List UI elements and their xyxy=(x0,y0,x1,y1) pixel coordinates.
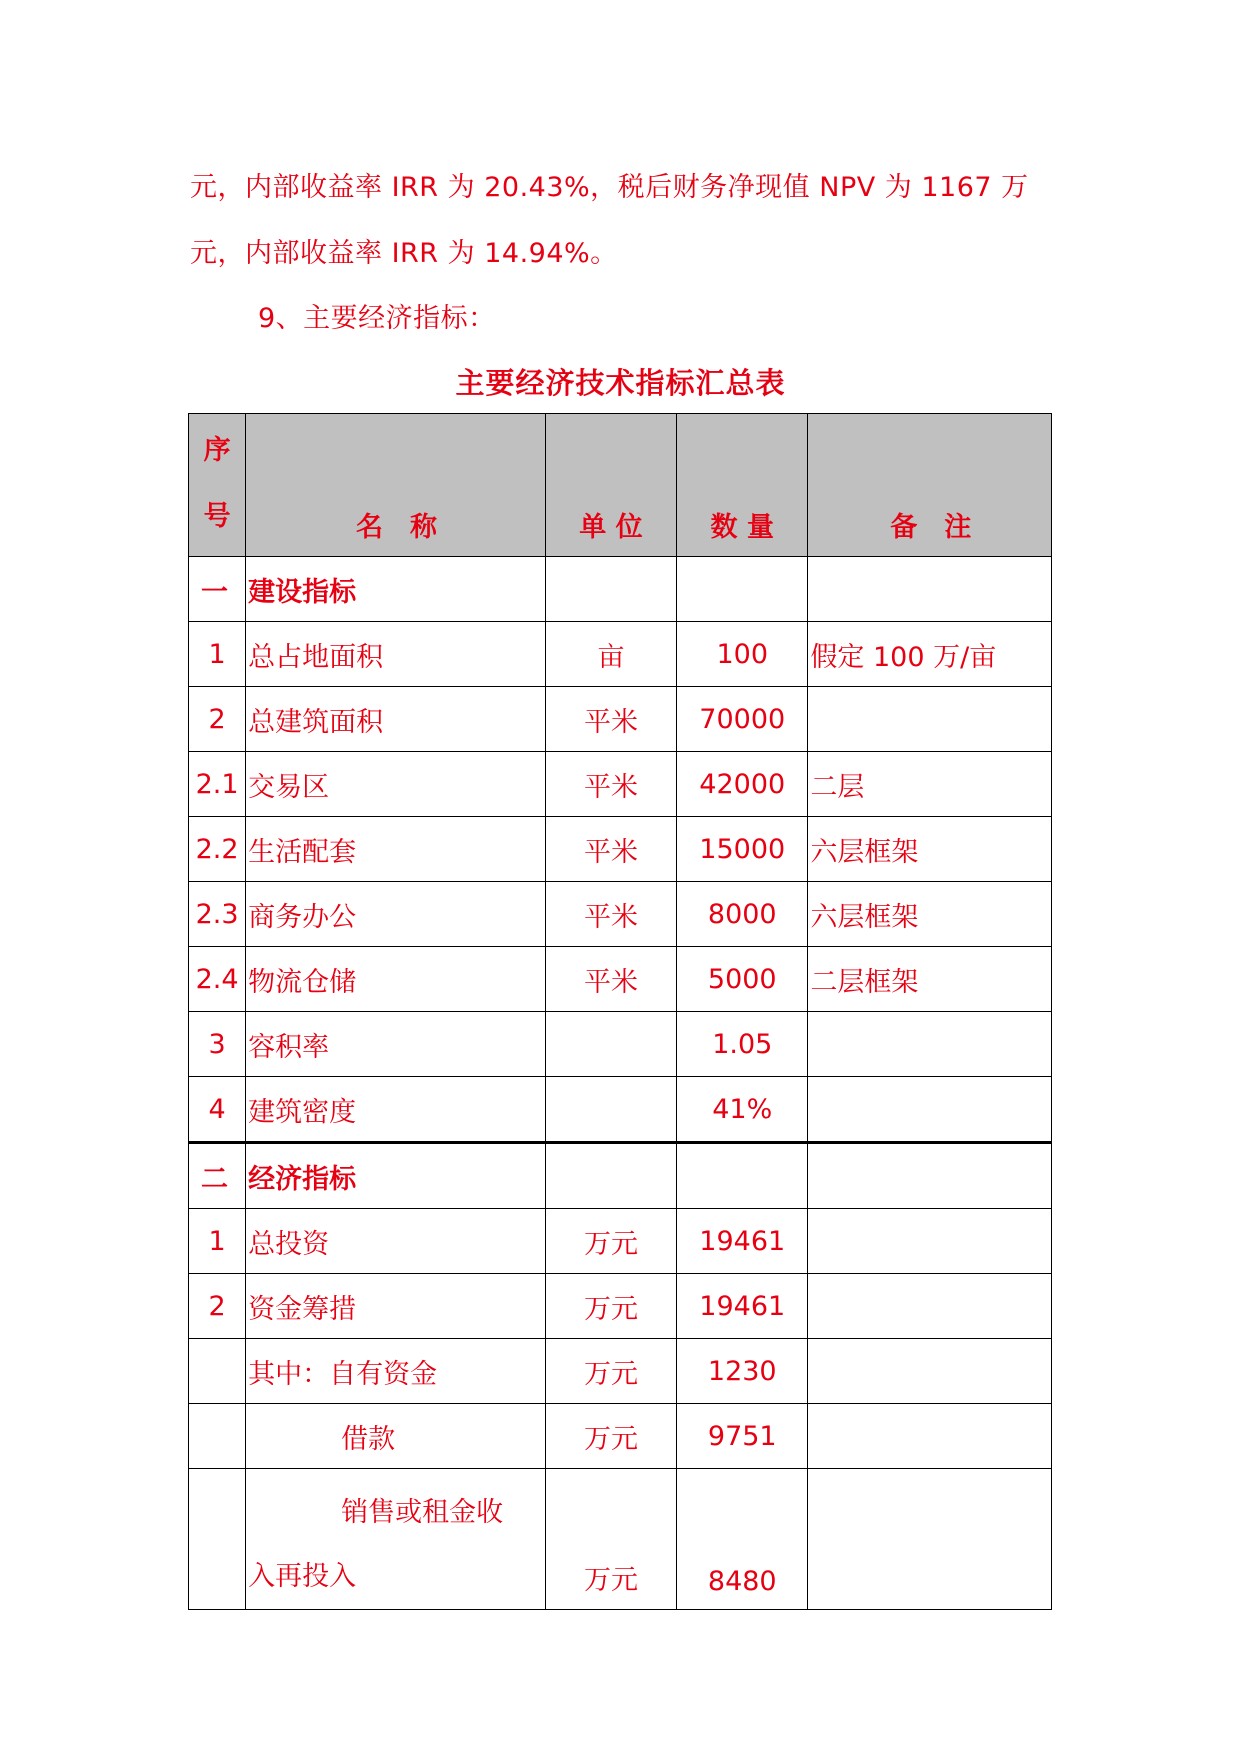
cell-note: 二层框架 xyxy=(808,947,1052,1012)
section-row-construction xyxy=(189,557,1052,622)
cell-qty: 15000 xyxy=(677,817,808,882)
cell-note xyxy=(808,687,1052,752)
header-name: 名 称 xyxy=(246,414,546,557)
cell-note: 六层框架 xyxy=(808,882,1052,947)
cell-name-line-1: 销售或租金收 xyxy=(341,1497,504,1528)
cell-seq: 1 xyxy=(189,1209,246,1274)
cell-seq: 2.4 xyxy=(189,947,246,1012)
cell-name: 总投资 xyxy=(246,1209,546,1274)
cell-note xyxy=(808,1274,1052,1339)
cell-qty: 70000 xyxy=(677,687,808,752)
section-name: 建设指标 xyxy=(246,557,546,622)
cell-qty: 41% xyxy=(677,1077,808,1143)
section-name: 经济指标 xyxy=(246,1143,546,1209)
cell-name: 总占地面积 xyxy=(246,622,546,687)
cell-name: 物流仓储 xyxy=(246,947,546,1012)
cell-note: 六层框架 xyxy=(808,817,1052,882)
header-seq xyxy=(189,414,246,557)
table-row xyxy=(189,947,1052,1012)
cell-seq: 2 xyxy=(189,687,246,752)
table-row xyxy=(189,1274,1052,1339)
header-seq-top: 序 xyxy=(203,435,231,466)
table-row xyxy=(189,1012,1052,1077)
paragraph-line-1: 元，内部收益率 IRR 为 20.43%，税后财务净现值 NPV 为 1167 万 xyxy=(190,172,1029,203)
cell-note xyxy=(808,1469,1052,1610)
table-row xyxy=(189,1077,1052,1143)
cell-unit: 万元 xyxy=(545,1274,676,1339)
cell-unit: 万元 xyxy=(545,1209,676,1274)
header-note: 备 注 xyxy=(808,414,1052,557)
cell-unit: 平米 xyxy=(545,687,676,752)
paragraph-line-2: 元，内部收益率 IRR 为 14.94%。 xyxy=(190,238,618,269)
header-unit: 单 位 xyxy=(545,414,676,557)
table-row xyxy=(189,1209,1052,1274)
cell-note: 二层 xyxy=(808,752,1052,817)
cell-name: 容积率 xyxy=(246,1012,546,1077)
cell-seq xyxy=(189,1339,246,1404)
cell-seq: 2 xyxy=(189,1274,246,1339)
table-row xyxy=(189,882,1052,947)
cell-note: 假定 100 万/亩 xyxy=(808,622,1052,687)
cell-seq: 2.3 xyxy=(189,882,246,947)
cell-name: 资金筹措 xyxy=(246,1274,546,1339)
indicator-table xyxy=(188,413,1052,1610)
section-heading: 9、主要经济指标： xyxy=(258,303,496,334)
cell-qty: 8000 xyxy=(677,882,808,947)
cell-seq: 1 xyxy=(189,622,246,687)
cell-name: 交易区 xyxy=(246,752,546,817)
cell-note xyxy=(808,1339,1052,1404)
cell-unit xyxy=(545,1012,676,1077)
cell-name: 其中：自有资金 xyxy=(246,1339,546,1404)
cell-qty: 19461 xyxy=(677,1274,808,1339)
table-row xyxy=(189,1404,1052,1469)
table-row xyxy=(189,1339,1052,1404)
section-seq: 一 xyxy=(189,557,246,622)
cell-name: 建筑密度 xyxy=(246,1077,546,1143)
cell-qty: 1.05 xyxy=(677,1012,808,1077)
cell-qty: 5000 xyxy=(677,947,808,1012)
cell-seq: 4 xyxy=(189,1077,246,1143)
cell-qty: 1230 xyxy=(677,1339,808,1404)
cell-unit xyxy=(545,1077,676,1143)
cell-name: 借款 xyxy=(246,1404,546,1469)
table-row xyxy=(189,687,1052,752)
cell-qty: 100 xyxy=(677,622,808,687)
header-qty: 数 量 xyxy=(677,414,808,557)
cell-name: 总建筑面积 xyxy=(246,687,546,752)
table-title: 主要经济技术指标汇总表 xyxy=(455,366,786,400)
cell-seq xyxy=(189,1404,246,1469)
cell-note xyxy=(808,1404,1052,1469)
cell-unit: 平米 xyxy=(545,882,676,947)
cell-qty: 19461 xyxy=(677,1209,808,1274)
cell-unit: 平米 xyxy=(545,752,676,817)
cell-qty: 9751 xyxy=(677,1404,808,1469)
cell-seq: 3 xyxy=(189,1012,246,1077)
section-seq: 二 xyxy=(189,1143,246,1209)
cell-qty: 42000 xyxy=(677,752,808,817)
cell-unit: 平米 xyxy=(545,947,676,1012)
section-row-economic xyxy=(189,1143,1052,1209)
table-row xyxy=(189,817,1052,882)
table-row xyxy=(189,622,1052,687)
cell-seq xyxy=(189,1469,246,1610)
cell-qty: 8480 xyxy=(677,1469,808,1610)
table-header-row xyxy=(189,414,1052,557)
cell-name: 商务办公 xyxy=(246,882,546,947)
cell-name-line-2: 入再投入 xyxy=(248,1561,357,1592)
table-row xyxy=(189,1469,1052,1610)
cell-seq: 2.2 xyxy=(189,817,246,882)
cell-name: 生活配套 xyxy=(246,817,546,882)
cell-note xyxy=(808,1209,1052,1274)
cell-name xyxy=(246,1469,546,1610)
cell-unit: 亩 xyxy=(545,622,676,687)
cell-unit: 万元 xyxy=(545,1339,676,1404)
cell-unit: 万元 xyxy=(545,1469,676,1610)
cell-note xyxy=(808,1012,1052,1077)
header-seq-bottom: 号 xyxy=(203,501,231,532)
cell-seq: 2.1 xyxy=(189,752,246,817)
cell-unit: 平米 xyxy=(545,817,676,882)
cell-unit: 万元 xyxy=(545,1404,676,1469)
cell-note xyxy=(808,1077,1052,1143)
table-row xyxy=(189,752,1052,817)
